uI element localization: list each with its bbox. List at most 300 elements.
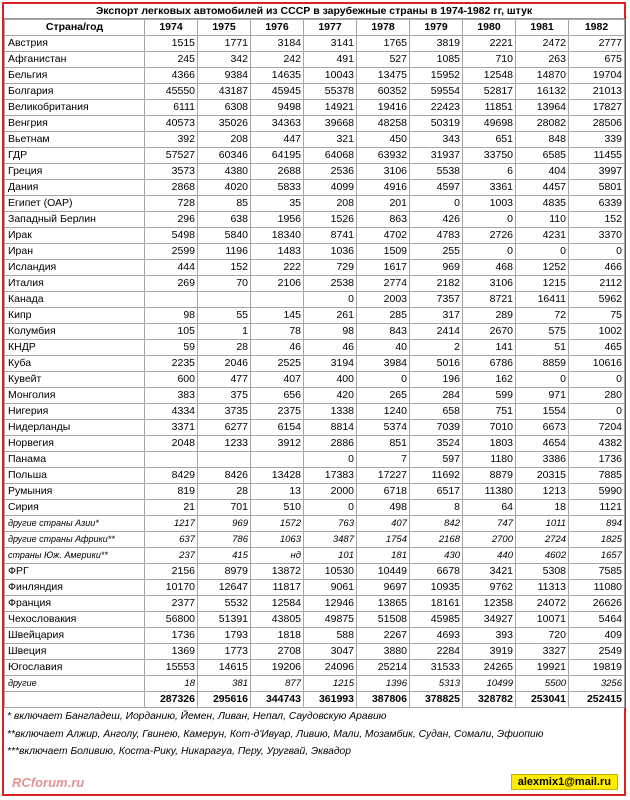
value-cell: 8814 (304, 420, 357, 436)
value-cell: 19206 (251, 660, 304, 676)
value-cell (198, 452, 251, 468)
value-cell: 4597 (410, 180, 463, 196)
value-cell: 430 (410, 548, 463, 564)
value-cell: 339 (569, 132, 625, 148)
value-cell: 28082 (516, 116, 569, 132)
value-cell: 3997 (569, 164, 625, 180)
value-cell: 343 (410, 132, 463, 148)
value-cell: 21 (145, 500, 198, 516)
value-cell: 597 (410, 452, 463, 468)
value-cell: 2156 (145, 564, 198, 580)
value-cell: 1956 (251, 212, 304, 228)
value-cell: 0 (516, 244, 569, 260)
header-year: 1977 (304, 20, 357, 36)
value-cell: 12647 (198, 580, 251, 596)
value-cell: 1215 (304, 676, 357, 692)
value-cell: 5500 (516, 676, 569, 692)
value-cell: 51508 (357, 612, 410, 628)
value-cell: 9384 (198, 68, 251, 84)
value-cell: 14615 (198, 660, 251, 676)
value-cell: 637 (145, 532, 198, 548)
country-name: Швеция (5, 644, 145, 660)
value-cell (198, 292, 251, 308)
table-row (5, 228, 625, 244)
value-cell: 39668 (304, 116, 357, 132)
value-cell: 55 (198, 308, 251, 324)
country-name: Нидерланды (5, 420, 145, 436)
value-cell: 1617 (357, 260, 410, 276)
value-cell: 3573 (145, 164, 198, 180)
value-cell: 12946 (304, 596, 357, 612)
value-cell: 208 (198, 132, 251, 148)
value-cell: 3194 (304, 356, 357, 372)
country-name: Швейцария (5, 628, 145, 644)
value-cell: 0 (304, 452, 357, 468)
value-cell: 2112 (569, 276, 625, 292)
value-cell: 17383 (304, 468, 357, 484)
value-cell: 4835 (516, 196, 569, 212)
value-cell: 11080 (569, 580, 625, 596)
footnote: * включает Бангладеш, Иорданию, Йемен, Ливан, Непал, Саудовскую Аравию (7, 711, 387, 722)
value-cell: 843 (357, 324, 410, 340)
value-cell: 35 (251, 196, 304, 212)
value-cell: 5962 (569, 292, 625, 308)
value-cell: 49875 (304, 612, 357, 628)
table-row (5, 164, 625, 180)
value-cell: 3047 (304, 644, 357, 660)
value-cell: 35026 (198, 116, 251, 132)
value-cell: 245 (145, 52, 198, 68)
value-cell: 3361 (463, 180, 516, 196)
value-cell: 10449 (357, 564, 410, 580)
value-cell: 75 (569, 308, 625, 324)
value-cell: 5313 (410, 676, 463, 692)
country-name: Колумбия (5, 324, 145, 340)
value-cell: 877 (251, 676, 304, 692)
value-cell: 2003 (357, 292, 410, 308)
table-row (5, 532, 625, 548)
value-cell: 848 (516, 132, 569, 148)
value-cell: 638 (198, 212, 251, 228)
country-name: Польша (5, 468, 145, 484)
value-cell: 13 (251, 484, 304, 500)
value-cell (145, 452, 198, 468)
value-cell: 2048 (145, 436, 198, 452)
value-cell (145, 292, 198, 308)
value-cell: 510 (251, 500, 304, 516)
country-name: Монголия (5, 388, 145, 404)
value-cell: 1509 (357, 244, 410, 260)
table-row (5, 276, 625, 292)
value-cell: 7010 (463, 420, 516, 436)
value-cell: 141 (463, 340, 516, 356)
value-cell: 1240 (357, 404, 410, 420)
table-row (5, 100, 625, 116)
value-cell: 426 (410, 212, 463, 228)
value-cell: 4783 (410, 228, 463, 244)
value-cell: 15952 (410, 68, 463, 84)
value-cell: 747 (463, 516, 516, 532)
value-cell: 208 (304, 196, 357, 212)
value-cell: нд (251, 548, 304, 564)
value-cell: 6 (463, 164, 516, 180)
value-cell: 0 (569, 404, 625, 420)
country-name: Афганистан (5, 52, 145, 68)
value-cell: 263 (516, 52, 569, 68)
value-cell: 3386 (516, 452, 569, 468)
value-cell: 2868 (145, 180, 198, 196)
value-cell: 51391 (198, 612, 251, 628)
table-row (5, 260, 625, 276)
value-cell: 43187 (198, 84, 251, 100)
value-cell: 8721 (463, 292, 516, 308)
value-cell: 55378 (304, 84, 357, 100)
value-cell: 10935 (410, 580, 463, 596)
value-cell: 409 (569, 628, 625, 644)
total-cell: 287326 (145, 692, 198, 708)
header-year: 1975 (198, 20, 251, 36)
value-cell: 18161 (410, 596, 463, 612)
value-cell: 1736 (569, 452, 625, 468)
value-cell: 1515 (145, 36, 198, 52)
value-cell: 2525 (251, 356, 304, 372)
value-cell: 4020 (198, 180, 251, 196)
value-cell: 11817 (251, 580, 304, 596)
value-cell: 26626 (569, 596, 625, 612)
value-cell: 85 (198, 196, 251, 212)
value-cell: 2235 (145, 356, 198, 372)
value-cell: 201 (357, 196, 410, 212)
table-row (5, 340, 625, 356)
value-cell: 498 (357, 500, 410, 516)
table-row (5, 292, 625, 308)
value-cell: 1483 (251, 244, 304, 260)
value-cell: 1180 (463, 452, 516, 468)
header-year: 1980 (463, 20, 516, 36)
value-cell: 1526 (304, 212, 357, 228)
value-cell: 6308 (198, 100, 251, 116)
total-row (5, 692, 625, 708)
value-cell: 21013 (569, 84, 625, 100)
value-cell: 11851 (463, 100, 516, 116)
value-cell: 450 (357, 132, 410, 148)
value-cell: 12584 (251, 596, 304, 612)
value-cell: 3141 (304, 36, 357, 52)
value-cell: 105 (145, 324, 198, 340)
value-cell: 7204 (569, 420, 625, 436)
value-cell: 63932 (357, 148, 410, 164)
value-cell: 9498 (251, 100, 304, 116)
value-cell: 4366 (145, 68, 198, 84)
value-cell: 720 (516, 628, 569, 644)
country-name: КНДР (5, 340, 145, 356)
value-cell: 11455 (569, 148, 625, 164)
value-cell: 3256 (569, 676, 625, 692)
value-cell: 280 (569, 388, 625, 404)
value-cell: 6111 (145, 100, 198, 116)
value-cell: 7885 (569, 468, 625, 484)
watermark: RCforum.ru (12, 775, 85, 790)
country-name: Сирия (5, 500, 145, 516)
value-cell: 2700 (463, 532, 516, 548)
table-row (5, 468, 625, 484)
value-cell: 3880 (357, 644, 410, 660)
value-cell: 3819 (410, 36, 463, 52)
value-cell: 196 (410, 372, 463, 388)
value-cell: 18 (145, 676, 198, 692)
value-cell: 237 (145, 548, 198, 564)
value-cell: 1771 (198, 36, 251, 52)
value-cell: 1754 (357, 532, 410, 548)
table-row (5, 596, 625, 612)
table-row (5, 436, 625, 452)
value-cell: 729 (304, 260, 357, 276)
country-name: Нигерия (5, 404, 145, 420)
value-cell: 46 (304, 340, 357, 356)
value-cell: 4380 (198, 164, 251, 180)
document-frame (2, 2, 626, 796)
total-cell: 295616 (198, 692, 251, 708)
value-cell: 17827 (569, 100, 625, 116)
value-cell: 49698 (463, 116, 516, 132)
value-cell: 2726 (463, 228, 516, 244)
value-cell: 152 (569, 212, 625, 228)
value-cell: 6678 (410, 564, 463, 580)
value-cell: 3524 (410, 436, 463, 452)
value-cell: 0 (516, 372, 569, 388)
value-cell: 17227 (357, 468, 410, 484)
value-cell: 24265 (463, 660, 516, 676)
value-cell: 261 (304, 308, 357, 324)
value-cell: 269 (145, 276, 198, 292)
table-row (5, 404, 625, 420)
value-cell: 1215 (516, 276, 569, 292)
table-row (5, 388, 625, 404)
value-cell: 50319 (410, 116, 463, 132)
table-row (5, 36, 625, 52)
table-row (5, 676, 625, 692)
value-cell: 3106 (357, 164, 410, 180)
value-cell: 1396 (357, 676, 410, 692)
value-cell: 317 (410, 308, 463, 324)
value-cell: 52817 (463, 84, 516, 100)
value-cell: 5833 (251, 180, 304, 196)
value-cell: 2046 (198, 356, 251, 372)
table-row (5, 244, 625, 260)
value-cell: 894 (569, 516, 625, 532)
value-cell: 2536 (304, 164, 357, 180)
table-row (5, 84, 625, 100)
value-cell: 407 (357, 516, 410, 532)
value-cell: 6585 (516, 148, 569, 164)
value-cell: 51 (516, 340, 569, 356)
value-cell: 19921 (516, 660, 569, 676)
table-row (5, 356, 625, 372)
table-row (5, 324, 625, 340)
total-cell: 252415 (569, 692, 625, 708)
value-cell: 0 (410, 196, 463, 212)
value-cell: 1196 (198, 244, 251, 260)
header-year: 1982 (569, 20, 625, 36)
value-cell: 289 (463, 308, 516, 324)
value-cell: 3421 (463, 564, 516, 580)
value-cell: 477 (198, 372, 251, 388)
value-cell: 2670 (463, 324, 516, 340)
value-cell: 0 (357, 372, 410, 388)
value-cell: 656 (251, 388, 304, 404)
table-row (5, 500, 625, 516)
value-cell: 588 (304, 628, 357, 644)
value-cell: 2377 (145, 596, 198, 612)
total-cell: 253041 (516, 692, 569, 708)
value-cell: 5308 (516, 564, 569, 580)
country-name: Канада (5, 292, 145, 308)
value-cell: 152 (198, 260, 251, 276)
table-row (5, 548, 625, 564)
value-cell: 2708 (251, 644, 304, 660)
value-cell: 8426 (198, 468, 251, 484)
value-cell: 4099 (304, 180, 357, 196)
value-cell: 575 (516, 324, 569, 340)
value-cell: 1765 (357, 36, 410, 52)
total-cell: 344743 (251, 692, 304, 708)
value-cell: 4916 (357, 180, 410, 196)
header-year: 1976 (251, 20, 304, 36)
value-cell: 4654 (516, 436, 569, 452)
value-cell: 45945 (251, 84, 304, 100)
value-cell: 393 (463, 628, 516, 644)
header-country-year: Страна/год (5, 20, 145, 36)
value-cell: 28506 (569, 116, 625, 132)
value-cell: 2221 (463, 36, 516, 52)
value-cell: 242 (251, 52, 304, 68)
value-cell: 19819 (569, 660, 625, 676)
value-cell: 14635 (251, 68, 304, 84)
value-cell: 145 (251, 308, 304, 324)
value-cell: 819 (145, 484, 198, 500)
value-cell: 2774 (357, 276, 410, 292)
value-cell: 64 (463, 500, 516, 516)
country-name: другие (5, 676, 145, 692)
value-cell: 383 (145, 388, 198, 404)
value-cell: 285 (357, 308, 410, 324)
value-cell: 444 (145, 260, 198, 276)
country-name: Иран (5, 244, 145, 260)
value-cell: 675 (569, 52, 625, 68)
country-name: Румыния (5, 484, 145, 500)
country-name: Франция (5, 596, 145, 612)
value-cell: 468 (463, 260, 516, 276)
total-label (5, 692, 145, 708)
value-cell: 46 (251, 340, 304, 356)
value-cell: 1003 (463, 196, 516, 212)
value-cell: 10071 (516, 612, 569, 628)
value-cell: 851 (357, 436, 410, 452)
total-cell: 387806 (357, 692, 410, 708)
value-cell: 2000 (304, 484, 357, 500)
value-cell: 255 (410, 244, 463, 260)
author-email: alexmix1@mail.ru (511, 774, 618, 790)
value-cell: 701 (198, 500, 251, 516)
table-row (5, 212, 625, 228)
value-cell: 6718 (357, 484, 410, 500)
value-cell: 1 (198, 324, 251, 340)
value-cell: 16132 (516, 84, 569, 100)
value-cell: 11692 (410, 468, 463, 484)
header-year: 1978 (357, 20, 410, 36)
table-row (5, 308, 625, 324)
value-cell: 5840 (198, 228, 251, 244)
value-cell: 3912 (251, 436, 304, 452)
value-cell: 2168 (410, 532, 463, 548)
table-row (5, 420, 625, 436)
value-cell: 1121 (569, 500, 625, 516)
country-name: Норвегия (5, 436, 145, 452)
value-cell: 381 (198, 676, 251, 692)
value-cell: 2267 (357, 628, 410, 644)
country-name: Египет (ОАР) (5, 196, 145, 212)
value-cell: 971 (516, 388, 569, 404)
value-cell: 5374 (357, 420, 410, 436)
footnote: ***включает Боливию, Коста-Рику, Никарагуа, Перу, Уругвай, Эквадор (7, 746, 352, 757)
value-cell: 10616 (569, 356, 625, 372)
value-cell: 2375 (251, 404, 304, 420)
header-year: 1974 (145, 20, 198, 36)
value-cell: 5801 (569, 180, 625, 196)
value-cell: 440 (463, 548, 516, 564)
value-cell: 28 (198, 484, 251, 500)
value-cell: 7357 (410, 292, 463, 308)
value-cell: 1011 (516, 516, 569, 532)
value-cell: 1369 (145, 644, 198, 660)
value-cell: 64068 (304, 148, 357, 164)
header-year: 1981 (516, 20, 569, 36)
value-cell: 4702 (357, 228, 410, 244)
value-cell: 72 (516, 308, 569, 324)
value-cell: 2472 (516, 36, 569, 52)
value-cell: 8979 (198, 564, 251, 580)
country-name: Болгария (5, 84, 145, 100)
value-cell: 404 (516, 164, 569, 180)
value-cell: 14921 (304, 100, 357, 116)
value-cell: 1657 (569, 548, 625, 564)
value-cell: 9697 (357, 580, 410, 596)
value-cell: 710 (463, 52, 516, 68)
value-cell: 392 (145, 132, 198, 148)
table-row (5, 196, 625, 212)
value-cell: 420 (304, 388, 357, 404)
table-row (5, 116, 625, 132)
value-cell: 64195 (251, 148, 304, 164)
value-cell: 181 (357, 548, 410, 564)
value-cell: 45985 (410, 612, 463, 628)
value-cell: 6339 (569, 196, 625, 212)
table-row (5, 484, 625, 500)
value-cell: 1233 (198, 436, 251, 452)
value-cell: 4457 (516, 180, 569, 196)
value-cell: 1002 (569, 324, 625, 340)
table-row (5, 372, 625, 388)
value-cell: 321 (304, 132, 357, 148)
value-cell: 969 (198, 516, 251, 532)
value-cell: 1338 (304, 404, 357, 420)
table-row (5, 132, 625, 148)
header-row (5, 20, 625, 36)
value-cell: 265 (357, 388, 410, 404)
value-cell: 11380 (463, 484, 516, 500)
country-name: Дания (5, 180, 145, 196)
value-cell: 415 (198, 548, 251, 564)
